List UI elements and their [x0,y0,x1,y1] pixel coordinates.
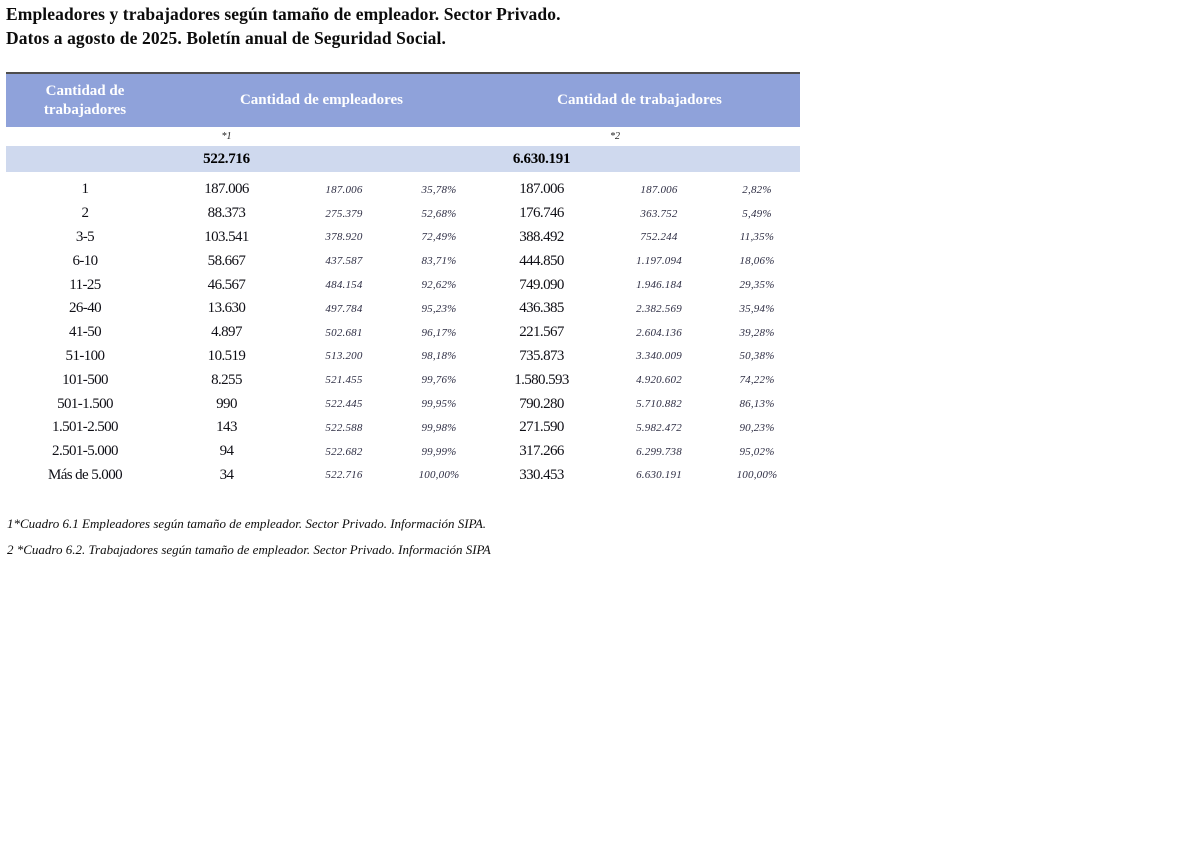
workers-count-cell: 749.090 [479,273,604,297]
workers-count-cell: 444.850 [479,249,604,273]
table-row [6,416,800,440]
workers-group-header: Cantidad de trabajadores [479,73,800,127]
workers-cumulative-cell: 363.752 [604,202,714,226]
empty-cell [399,127,479,146]
employers-cumulative-cell: 522.588 [289,416,399,440]
employers-count-cell: 103.541 [164,226,289,250]
table-row [6,368,800,392]
employers-cumulative-cell: 275.379 [289,202,399,226]
employers-cumulative-cell: 521.455 [289,368,399,392]
employers-count-cell: 4.897 [164,321,289,345]
size-cell: 41-50 [6,321,164,345]
employers-group-header: Cantidad de empleadores [164,73,479,127]
employers-cumulative-cell: 497.784 [289,297,399,321]
empty-cell [289,127,399,146]
workers-percent-cell: 18,06% [714,249,800,273]
empty-cell [714,146,800,172]
table-row [6,345,800,369]
footnote-marker-row [6,127,800,146]
table-row [6,392,800,416]
workers-cumulative-cell: 6.630.191 [604,464,714,488]
table-row [6,249,800,273]
employers-percent-cell: 92,62% [399,273,479,297]
empty-cell [714,127,800,146]
workers-count-cell: 317.266 [479,440,604,464]
workers-percent-cell: 39,28% [714,321,800,345]
employers-cumulative-cell: 484.154 [289,273,399,297]
employers-percent-cell: 98,18% [399,345,479,369]
workers-count-cell: 271.590 [479,416,604,440]
empty-cell [399,146,479,172]
workers-cumulative-cell: 6.299.738 [604,440,714,464]
size-cell: 2 [6,202,164,226]
employers-cumulative-cell: 522.445 [289,392,399,416]
size-cell: 1.501-2.500 [6,416,164,440]
workers-percent-cell: 35,94% [714,297,800,321]
table-row [6,464,800,488]
report-title [6,2,826,50]
employers-percent-cell: 72,49% [399,226,479,250]
employers-count-cell: 187.006 [164,178,289,202]
workers-total: 6.630.191 [479,146,604,172]
workers-cumulative-cell: 3.340.009 [604,345,714,369]
workers-cumulative-cell: 2.382.569 [604,297,714,321]
footnote-2: 2 *Cuadro 6.2. Trabajadores según tamaño de empleador. Sector Privado. Información SIPA [7,542,491,557]
table-row [6,273,800,297]
empty-cell [6,127,164,146]
workers-cumulative-cell: 2.604.136 [604,321,714,345]
employers-total: 522.716 [164,146,289,172]
workers-percent-cell: 95,02% [714,440,800,464]
workers-percent-cell: 5,49% [714,202,800,226]
size-cell: 3-5 [6,226,164,250]
size-cell: 11-25 [6,273,164,297]
employers-cumulative-cell: 513.200 [289,345,399,369]
workers-percent-cell: 29,35% [714,273,800,297]
table-row [6,440,800,464]
workers-percent-cell: 100,00% [714,464,800,488]
employers-percent-cell: 100,00% [399,464,479,488]
size-cell: 6-10 [6,249,164,273]
employers-percent-cell: 99,95% [399,392,479,416]
workers-cumulative-cell: 1.946.184 [604,273,714,297]
employers-percent-cell: 99,99% [399,440,479,464]
employers-count-cell: 143 [164,416,289,440]
table-body [6,178,800,487]
size-cell: Más de 5.000 [6,464,164,488]
table-header-row [6,73,800,127]
employers-count-cell: 10.519 [164,345,289,369]
employers-count-cell: 8.255 [164,368,289,392]
table-row [6,321,800,345]
employers-percent-cell: 83,71% [399,249,479,273]
workers-footnote-marker: *2 [604,127,714,146]
workers-percent-cell: 90,23% [714,416,800,440]
workers-cumulative-cell: 4.920.602 [604,368,714,392]
size-column-header: Cantidad de trabajadores [6,73,164,127]
employers-count-cell: 13.630 [164,297,289,321]
employers-percent-cell: 99,76% [399,368,479,392]
empty-cell [479,127,604,146]
employers-footnote-marker: *1 [164,127,289,146]
report-title-line1: Empleadores y trabajadores según tamaño de empleador. Sector Privado. [6,4,561,24]
employers-count-cell: 34 [164,464,289,488]
employers-count-cell: 58.667 [164,249,289,273]
workers-cumulative-cell: 5.710.882 [604,392,714,416]
workers-count-cell: 436.385 [479,297,604,321]
workers-count-cell: 187.006 [479,178,604,202]
employers-percent-cell: 96,17% [399,321,479,345]
size-cell: 501-1.500 [6,392,164,416]
workers-count-cell: 735.873 [479,345,604,369]
table-row [6,178,800,202]
empty-cell [6,146,164,172]
workers-percent-cell: 74,22% [714,368,800,392]
workers-cumulative-cell: 187.006 [604,178,714,202]
employers-cumulative-cell: 437.587 [289,249,399,273]
report-title-line2: Datos a agosto de 2025. Boletín anual de Seguridad Social. [6,28,446,48]
workers-cumulative-cell: 5.982.472 [604,416,714,440]
employers-count-cell: 46.567 [164,273,289,297]
footnote-1: 1*Cuadro 6.1 Empleadores según tamaño de empleador. Sector Privado. Información SIPA. [7,516,487,531]
workers-count-cell: 388.492 [479,226,604,250]
employers-percent-cell: 35,78% [399,178,479,202]
employers-count-cell: 88.373 [164,202,289,226]
workers-percent-cell: 50,38% [714,345,800,369]
size-cell: 26-40 [6,297,164,321]
table-row [6,297,800,321]
employers-cumulative-cell: 187.006 [289,178,399,202]
size-cell: 101-500 [6,368,164,392]
employers-cumulative-cell: 522.682 [289,440,399,464]
workers-percent-cell: 2,82% [714,178,800,202]
footnotes [7,511,491,563]
workers-cumulative-cell: 752.244 [604,226,714,250]
employers-cumulative-cell: 522.716 [289,464,399,488]
workers-count-cell: 330.453 [479,464,604,488]
table-row [6,226,800,250]
size-cell: 2.501-5.000 [6,440,164,464]
employers-workers-table [6,72,800,487]
empty-cell [604,146,714,172]
workers-cumulative-cell: 1.197.094 [604,249,714,273]
workers-percent-cell: 86,13% [714,392,800,416]
employers-cumulative-cell: 502.681 [289,321,399,345]
workers-percent-cell: 11,35% [714,226,800,250]
employers-cumulative-cell: 378.920 [289,226,399,250]
empty-cell [289,146,399,172]
totals-row [6,146,800,172]
workers-count-cell: 221.567 [479,321,604,345]
employers-count-cell: 990 [164,392,289,416]
workers-count-cell: 176.746 [479,202,604,226]
size-cell: 51-100 [6,345,164,369]
employers-count-cell: 94 [164,440,289,464]
workers-count-cell: 1.580.593 [479,368,604,392]
employers-percent-cell: 95,23% [399,297,479,321]
size-cell: 1 [6,178,164,202]
employers-percent-cell: 52,68% [399,202,479,226]
workers-count-cell: 790.280 [479,392,604,416]
employers-percent-cell: 99,98% [399,416,479,440]
table-row [6,202,800,226]
